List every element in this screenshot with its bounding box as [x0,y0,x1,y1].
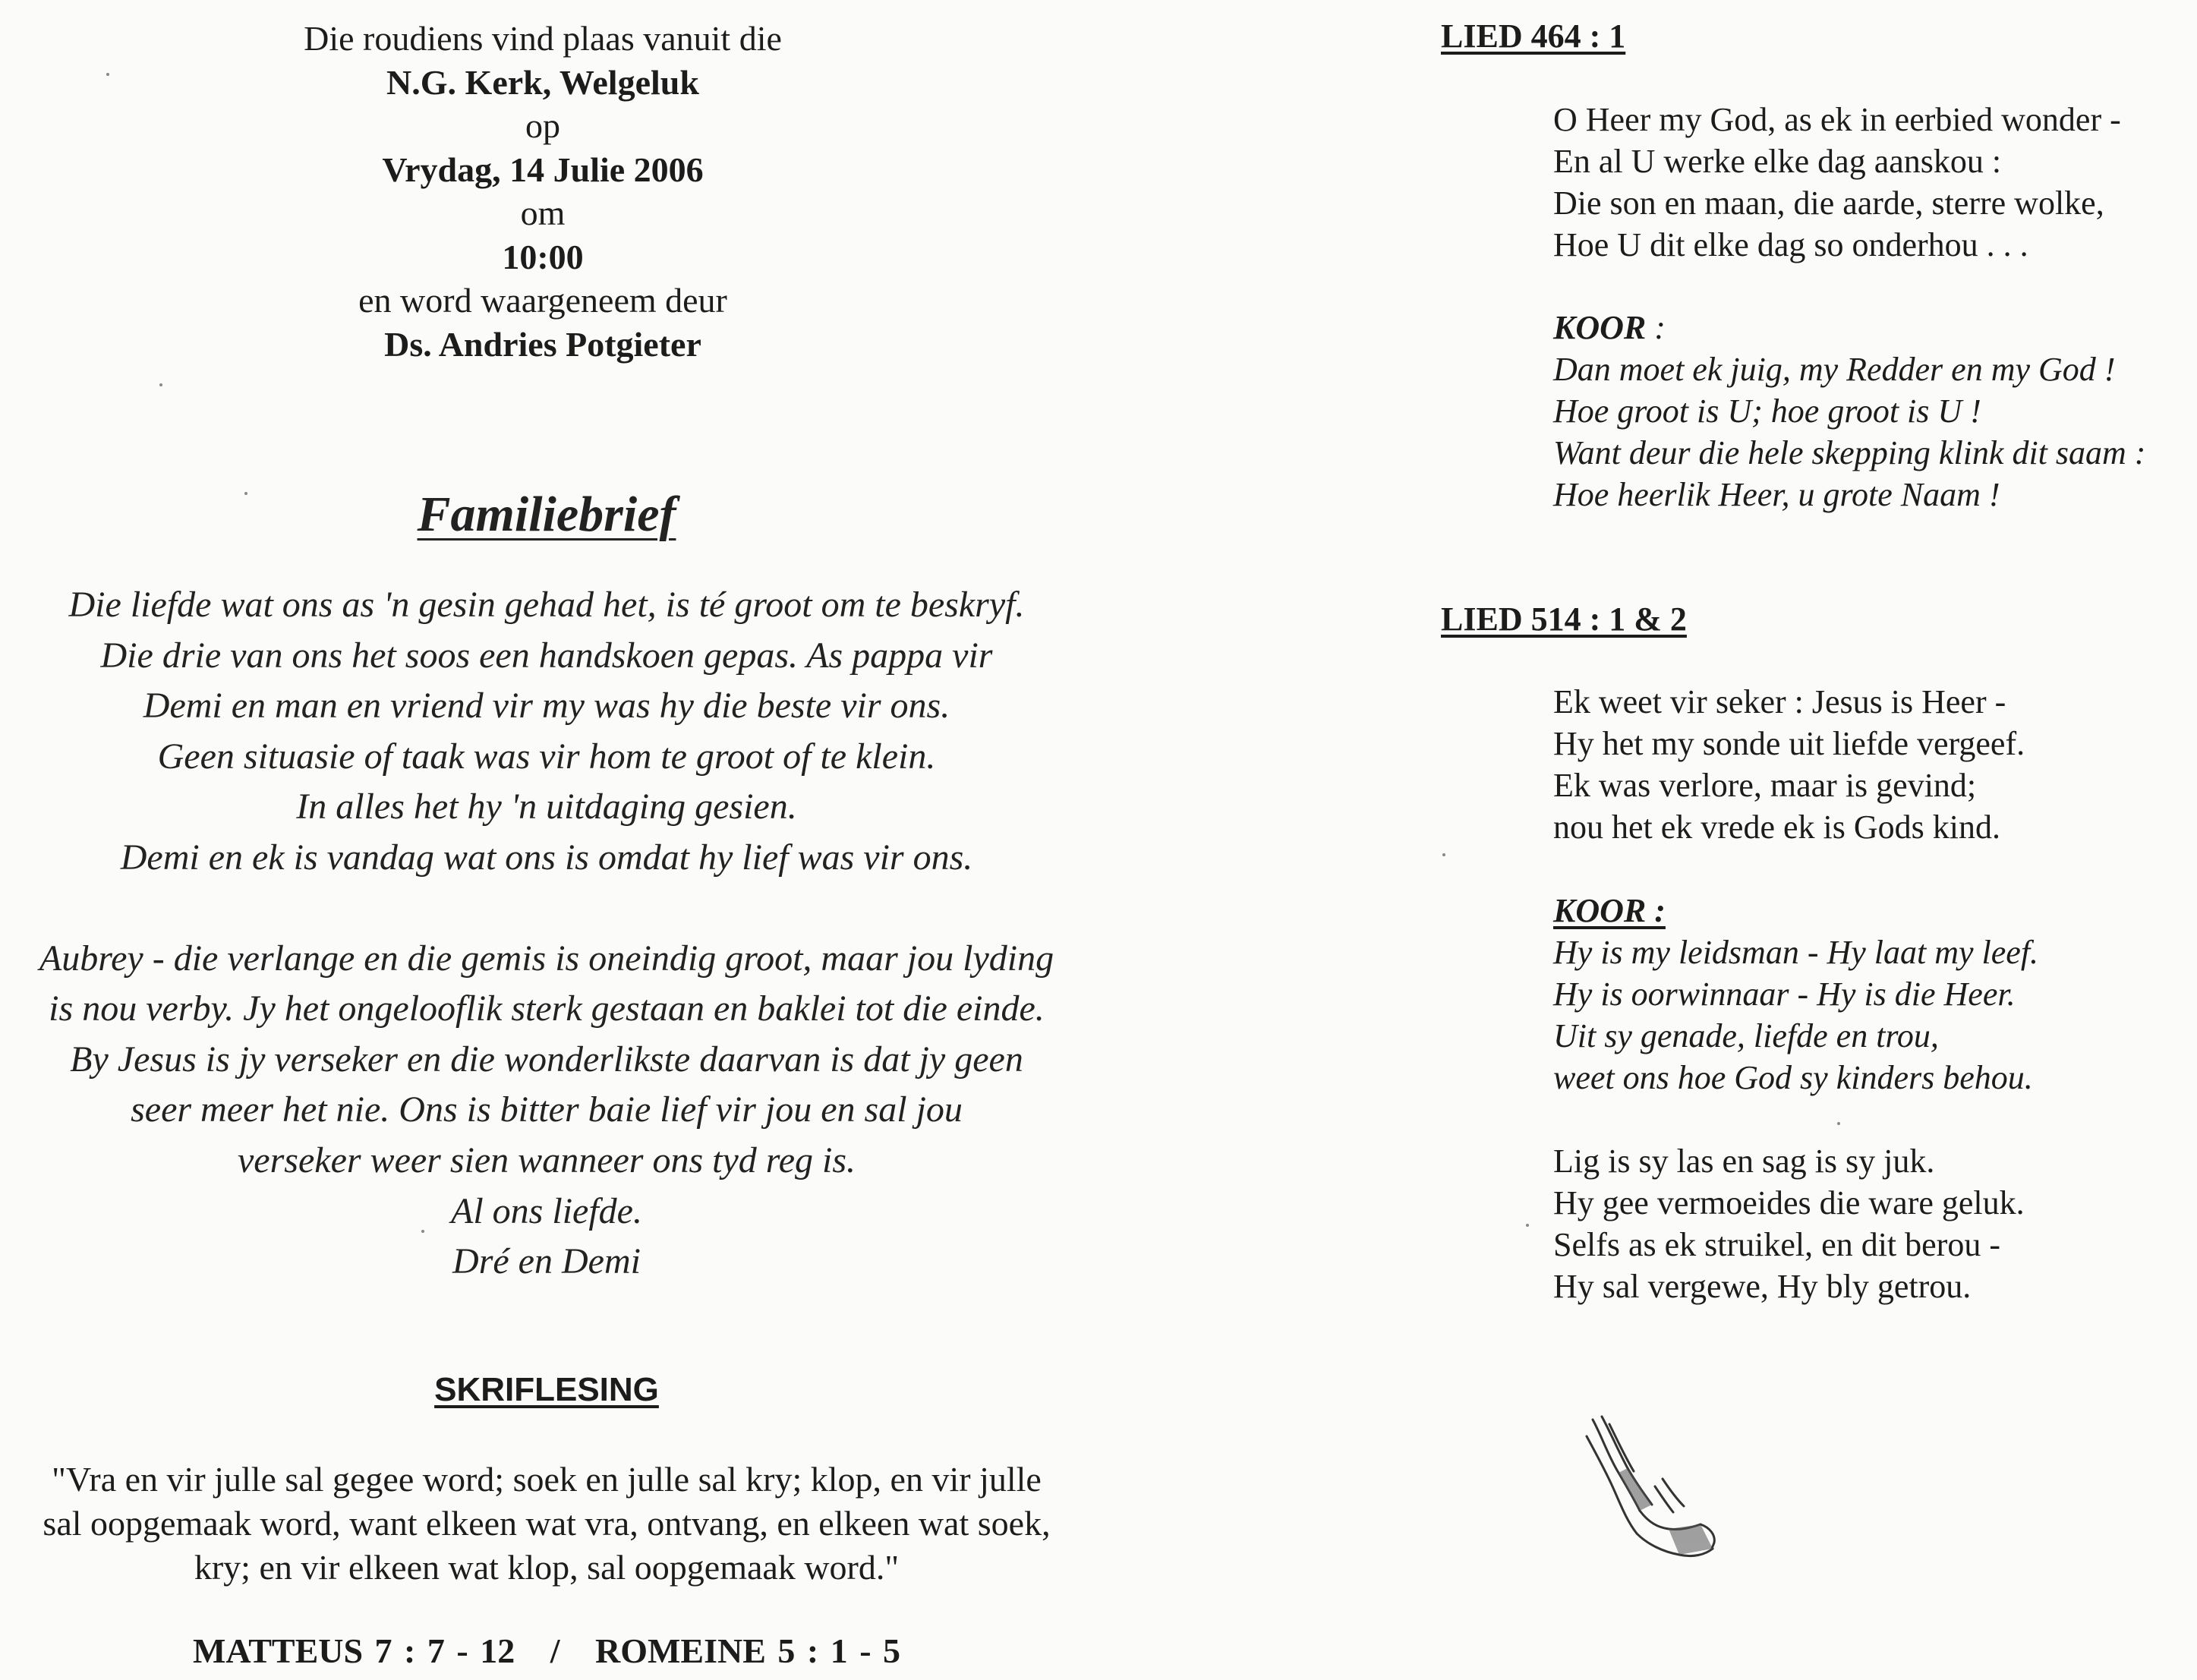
chorus-label: KOOR [1553,309,1647,346]
scripture-verse [0,1458,1093,1590]
verse-line: sal oopgemaak word, want elkeen wat vra, ontvang, en elkeen wat soek, [43,1504,1051,1543]
letter-line: Die liefde wat ons as 'n gesin gehad het, is té groot om te beskryf. [68,585,1025,625]
chorus-colon: : [1646,309,1666,346]
hymn-line: Ek was verlore, maar is gevind; [1553,767,1977,804]
hymn-line: En al U werke elke dag aanskou : [1553,143,2002,180]
letter-line: By Jesus is jy verseker en die wonderlikste daarvan is dat jy geen [70,1039,1023,1080]
hymn-line: Die son en maan, die aarde, sterre wolke, [1553,184,2104,222]
scripture-references: MATTEUS 7 : 7 - 12 / ROMEINE 5 : 1 - 5 [192,1631,901,1670]
hymn-line: Lig is sy las en sag is sy juk. [1553,1143,1935,1180]
skriflesing-title: SKRIFLESING [434,1371,659,1408]
letter-line: Geen situasie of taak was vir hom te groot of te klein. [157,736,936,777]
hymn-464-chorus [1553,307,2145,515]
hymn-line: Hoe groot is U; hoe groot is U ! [1553,392,1981,430]
hymn-464-stanza [1553,99,2121,266]
letter-line: Aubrey - die verlange en die gemis is oneindig groot, maar jou lyding [39,938,1054,979]
hymn-514-title: LIED 514 : 1 & 2 [1441,600,1687,638]
service-time: 10:00 [502,237,584,276]
familiebrief-title: Familiebrief [417,487,676,542]
letter-closing: Al ons liefde. [451,1190,642,1231]
service-intro: Die roudiens vind plaas vanuit die [304,19,782,58]
paragraph-gap [0,884,1093,934]
hymn-514-chorus [1553,890,2038,1098]
letter-line: Die drie van ons het soos een handskoen gepas. As pappa vir [100,635,993,676]
officiant-intro: en word waargeneem deur [358,281,727,320]
letter-line: verseker weer sien wanneer ons tyd reg is. [237,1139,856,1180]
hymn-line: Want deur die hele skepping klink dit saam : [1553,434,2146,471]
hymn-514-stanza-2 [1553,1140,2025,1307]
chorus-label: KOOR : [1553,892,1666,929]
hymn-514-stanza-1 [1553,681,2025,848]
officiant-name: Ds. Andries Potgieter [384,324,701,364]
hymn-line: O Heer my God, as ek in eerbied wonder - [1553,101,2121,138]
hymn-line: weet ons hoe God sy kinders behou. [1553,1059,2033,1096]
scan-speck [106,73,109,76]
scan-speck [1837,1122,1840,1125]
scan-speck [1526,1224,1529,1227]
hymn-line: Hy is my leidsman - Hy laat my leef. [1553,934,2039,971]
service-op: op [525,106,560,145]
right-page [1397,0,2197,1680]
service-date: Vrydag, 14 Julie 2006 [382,150,704,189]
letter-line: seer meer het nie. Ons is bitter baie lief vir jou en sal jou [131,1089,963,1130]
scan-speck [159,383,162,386]
hymn-line: nou het ek vrede ek is Gods kind. [1553,808,2000,846]
scan-speck [421,1230,424,1233]
letter-line: In alles het hy 'n uitdaging gesien. [296,786,797,827]
letter-signature: Dré en Demi [452,1241,641,1282]
hymn-line: Dan moet ek juig, my Redder en my God ! [1553,351,2116,388]
hymn-line: Hoe U dit elke dag so onderhou . . . [1553,226,2028,263]
hymn-line: Hy het my sonde uit liefde vergeef. [1553,725,2025,762]
letter-line: Demi en ek is vandag wat ons is omdat hy lief was vir ons. [120,837,973,878]
hymn-line: Hy is oorwinnaar - Hy is die Heer. [1553,976,2016,1013]
scan-speck [1442,853,1445,856]
left-page [0,0,1093,1680]
hymn-line: Hy gee vermoeides die ware geluk. [1553,1184,2025,1221]
praying-hands-icon [1579,1414,1723,1565]
familiebrief-letter [0,580,1093,1288]
verse-line: "Vra en vir julle sal gegee word; soek en julle sal kry; klop, en vir julle [52,1460,1042,1499]
scan-speck [244,492,247,495]
church-name: N.G. Kerk, Welgeluk [386,62,699,102]
service-details [0,17,1086,366]
verse-line: kry; en vir elkeen wat klop, sal oopgemaak word." [194,1548,900,1587]
letter-line: Demi en man en vriend vir my was hy die beste vir ons. [143,686,950,727]
hymn-line: Hoe heerlik Heer, u grote Naam ! [1553,476,2000,513]
hymn-line: Ek weet vir seker : Jesus is Heer - [1553,683,2006,720]
hymn-line: Uit sy genade, liefde en trou, [1553,1017,1939,1054]
hymn-line: Selfs as ek struikel, en dit berou - [1553,1226,2000,1263]
letter-line: is nou verby. Jy het ongelooflik sterk gestaan en baklei tot die einde. [49,988,1045,1029]
hymn-464-title: LIED 464 : 1 [1441,17,1626,55]
service-om: om [520,194,566,232]
hymn-line: Hy sal vergewe, Hy bly getrou. [1553,1268,1972,1305]
